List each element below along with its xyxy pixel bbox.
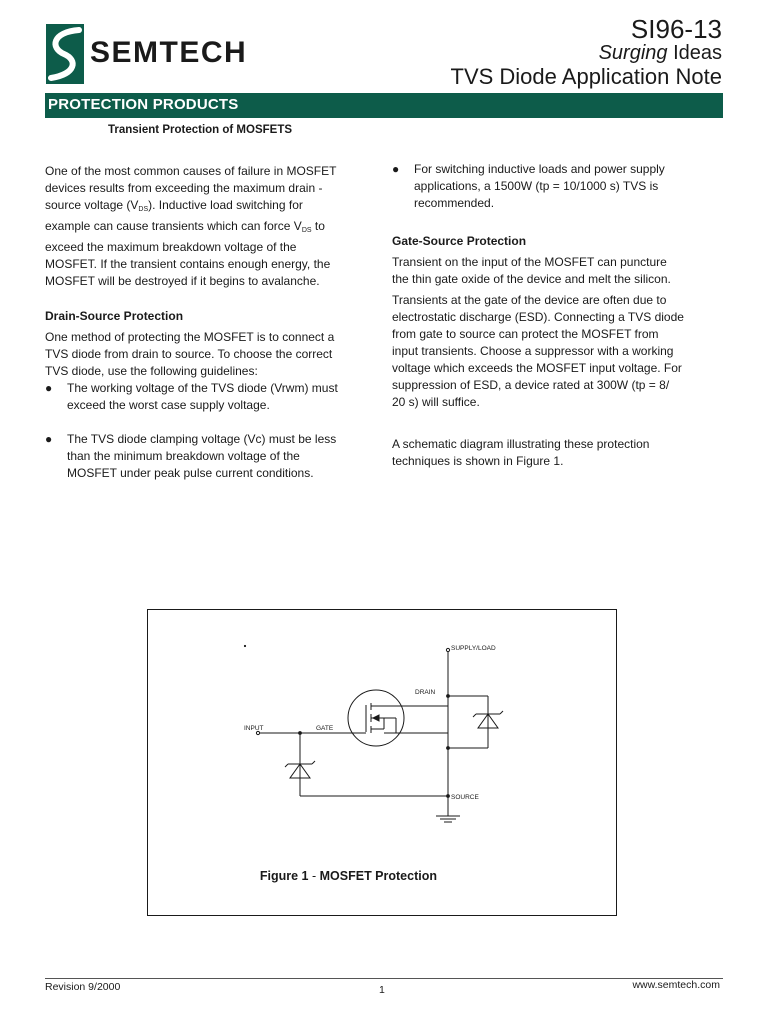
tagline <box>599 42 722 65</box>
text-span: ). Inductive load switching for <box>148 198 303 212</box>
bullet-icon: ● <box>45 432 53 446</box>
text-line: input transients. Choose a suppressor with a working <box>392 344 674 358</box>
text-line: MOSFET will be destroyed if it begins to avalanche. <box>45 274 320 288</box>
bullet-icon: ● <box>392 162 400 176</box>
text-line: MOSFET under peak pulse current conditions. <box>67 466 314 480</box>
label-input: INPUT <box>244 725 264 732</box>
text-line: TVS diode from drain to source. To choose the correct <box>45 347 333 361</box>
diode-bar-tail <box>473 714 476 717</box>
text-line: devices results from exceeding the maximum drain - <box>45 181 323 195</box>
text-line: applications, a 1500W (tp = 10/1000 s) TVS is <box>414 179 659 193</box>
text-line: techniques is shown in Figure 1. <box>392 454 564 468</box>
text-line: recommended. <box>414 196 495 210</box>
figure-reference-paragraph <box>392 436 649 470</box>
label-supply-load: SUPPLY/LOAD <box>451 645 496 652</box>
supply-terminal-icon <box>446 648 449 651</box>
text-line: TVS diode, use the following guidelines: <box>45 364 258 378</box>
revision-date: Revision 9/2000 <box>45 981 121 993</box>
text-line: A schematic diagram illustrating these protection <box>392 437 650 451</box>
company-name: SEMTECH <box>90 36 248 69</box>
diode-bar-tail <box>312 761 315 764</box>
section-banner <box>45 93 723 117</box>
text-line: One method of protecting the MOSFET is to connect a <box>45 330 335 344</box>
stray-dot <box>244 645 245 646</box>
text-line: The working voltage of the TVS diode (Vrwm) must <box>67 381 338 395</box>
page-number: 1 <box>379 984 385 996</box>
figure-caption-sep: - <box>308 869 320 883</box>
subscript: DS <box>138 206 149 213</box>
text-line: The TVS diode clamping voltage (Vc) must be less <box>67 432 337 446</box>
text-span: source voltage (V <box>45 198 139 212</box>
figure-caption-title: MOSFET Protection <box>319 869 437 883</box>
text-line: exceed the worst case supply voltage. <box>67 398 270 412</box>
text-line: MOSFET. If the transient contains enough energy, the <box>45 257 331 271</box>
diode-bar-tail <box>500 711 503 714</box>
text-line: exceed the maximum breakdown voltage of the <box>45 240 297 254</box>
junction-dot <box>447 747 450 750</box>
text-line: Transients at the gate of the device are often due to <box>392 293 667 307</box>
text-line: the thin gate oxide of the device and melt the silicon. <box>392 272 671 286</box>
semtech-logo-icon <box>46 24 84 84</box>
label-drain: DRAIN <box>415 689 436 696</box>
drain-source-heading: Drain-Source Protection <box>45 309 184 323</box>
text-line <box>45 197 336 218</box>
text-line: voltage which exceeds the MOSFET input voltage. For <box>392 361 682 375</box>
footer-divider <box>45 978 723 979</box>
text-line: Transient on the input of the MOSFET can puncture <box>392 255 667 269</box>
text-line: from gate to source can protect the MOSFET from <box>392 327 659 341</box>
website-link[interactable]: www.semtech.com <box>632 979 720 991</box>
text-line: suppression of ESD, a device rated at 300W (tp = 8/ <box>392 378 670 392</box>
text-line: One of the most common causes of failure in MOSFET <box>45 164 337 178</box>
junction-dot <box>447 795 450 798</box>
text-line <box>45 218 336 239</box>
document-number: SI96-13 <box>630 14 722 44</box>
figure-caption <box>147 869 437 883</box>
label-source: SOURCE <box>451 794 479 801</box>
tagline-italic: Surging <box>598 42 668 64</box>
text-line: electrostatic discharge (ESD). Connecting a TVS diode <box>392 310 684 324</box>
text-line: than the minimum breakdown voltage of the <box>67 449 300 463</box>
tagline-rest: Ideas <box>667 42 722 64</box>
gate-source-heading: Gate-Source Protection <box>392 234 527 248</box>
gate-source-paragraph-2 <box>392 292 684 411</box>
text-span: example can cause transients which can force V <box>45 219 302 233</box>
mosfet-arrow-icon <box>373 715 379 721</box>
gate-source-paragraph-1 <box>392 254 671 288</box>
section-banner-label: PROTECTION PRODUCTS <box>48 96 239 113</box>
text-line: For switching inductive loads and power supply <box>414 162 665 176</box>
figure-caption-number: Figure 1 <box>259 869 309 883</box>
banner-divider <box>45 117 723 118</box>
subscript: DS <box>301 227 312 234</box>
text-span: to <box>311 219 325 233</box>
bullet-icon: ● <box>45 381 53 395</box>
document-heading: Transient Protection of MOSFETS <box>108 124 293 136</box>
diode-bar-tail <box>285 764 288 767</box>
intro-paragraph <box>45 163 336 290</box>
label-gate: GATE <box>316 725 334 732</box>
drain-source-paragraph <box>45 329 334 380</box>
application-note-title: TVS Diode Application Note <box>450 64 722 89</box>
text-line: 20 s) will suffice. <box>392 395 480 409</box>
